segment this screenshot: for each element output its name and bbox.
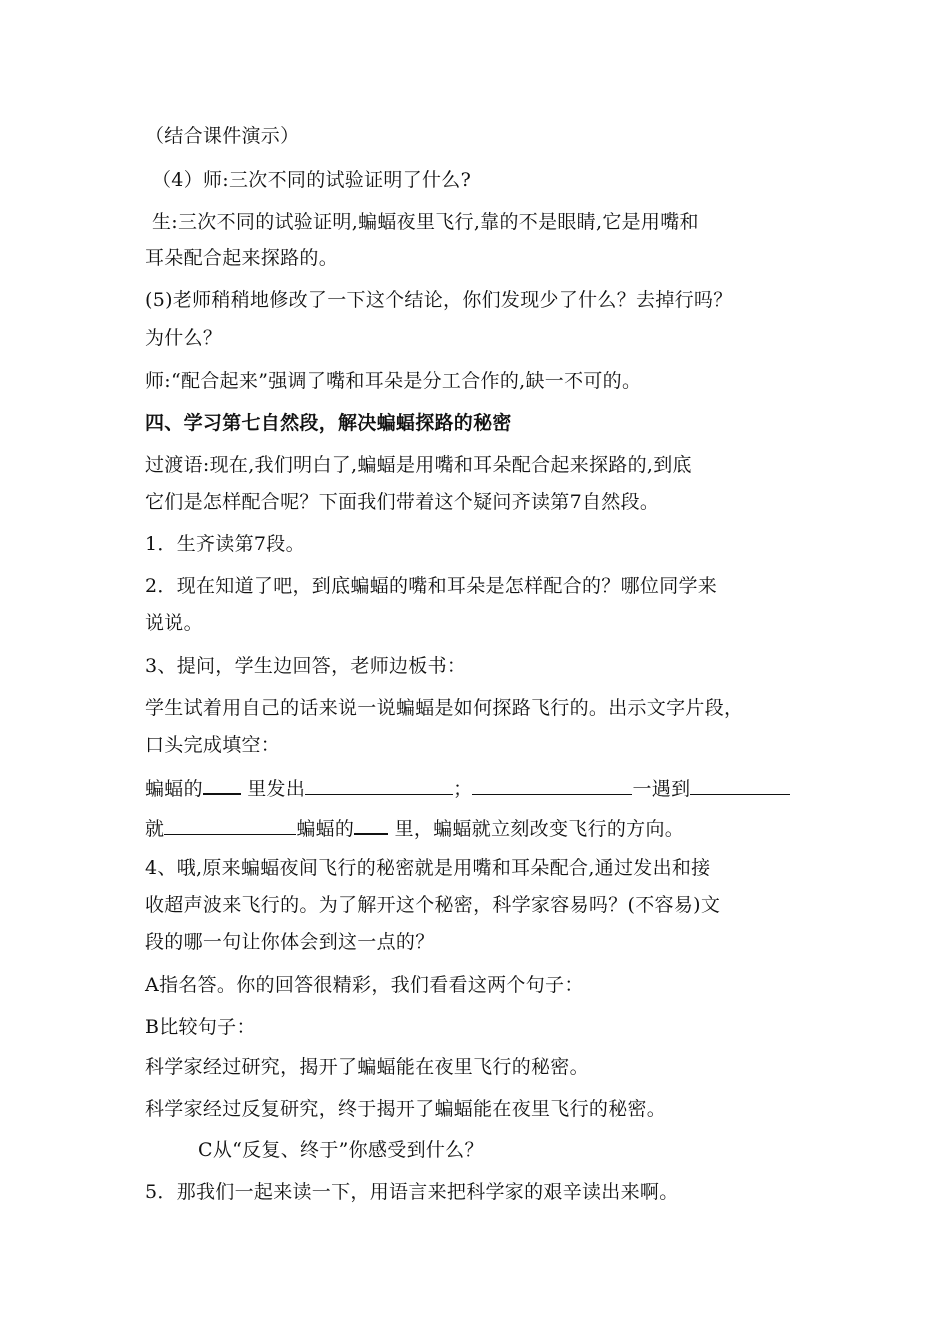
blank-line: [164, 816, 296, 835]
blank-line: [690, 776, 790, 795]
text-line: 5．那我们一起来读一下，用语言来把科学家的艰辛读出来啊。: [145, 1181, 679, 1203]
blank-line: [305, 776, 453, 795]
text-line: 科学家经过反复研究，终于揭开了蝙蝠能在夜里飞行的秘密。: [145, 1098, 667, 1120]
text-line: 师:“配合起来”强调了嘴和耳朵是分工合作的,缺一不可的。: [145, 370, 642, 392]
text-line: (5)老师稍稍地修改了一下这个结论，你们发现少了什么？去掉行吗？: [145, 289, 733, 311]
blank-line: [203, 775, 241, 795]
fill-text: 里发出: [247, 778, 306, 800]
text-line: 它们是怎样配合呢？下面我们带着这个疑问齐读第7自然段。: [145, 491, 660, 513]
fill-text: 里，蝙蝠就立刻改变飞行的方向。: [394, 818, 685, 840]
text-line: 收超声波来飞行的。为了解开这个秘密，科学家容易吗？(不容易)文: [145, 894, 721, 916]
fill-text: 一遇到: [632, 778, 691, 800]
text-line: （4）师:三次不同的试验证明了什么?: [152, 169, 472, 191]
text-line: B比较句子：: [145, 1016, 256, 1038]
text-line: 学生试着用自己的话来说一说蝙蝠是如何探路飞行的。出示文字片段，: [145, 697, 744, 719]
text-line: 4、哦,原来蝙蝠夜间飞行的秘密就是用嘴和耳朵配合,通过发出和接: [145, 857, 711, 879]
fill-text: 蝙蝠的: [145, 778, 203, 800]
text-line: 科学家经过研究，揭开了蝙蝠能在夜里飞行的秘密。: [145, 1056, 589, 1078]
blank-line: [472, 776, 632, 795]
text-line: C从“反复、终于”你感受到什么？: [198, 1139, 484, 1161]
fill-blank-row: [145, 815, 684, 841]
text-line: 耳朵配合起来探路的。: [145, 247, 339, 269]
fill-text: 就: [145, 818, 165, 840]
fill-blank-row: [145, 775, 790, 801]
text-line: A指名答。你的回答很精彩，我们看看这两个句子：: [145, 974, 584, 996]
text-line: 说说。: [145, 612, 203, 634]
text-line: 为什么？: [145, 327, 223, 349]
blank-line: [354, 815, 388, 835]
text-line: 段的哪一句让你体会到这一点的？: [145, 931, 435, 953]
text-line: 过渡语:现在,我们明白了,蝙蝠是用嘴和耳朵配合起来探路的,到底: [145, 454, 692, 476]
text-line: 口头完成填空：: [145, 734, 281, 756]
fill-text: 蝙蝠的: [296, 818, 355, 840]
text-line: 1．生齐读第7段。: [145, 533, 305, 555]
fill-text: ；: [453, 778, 473, 800]
section-heading: 四、学习第七自然段，解决蝙蝠探路的秘密: [145, 412, 512, 434]
text-line: 2．现在知道了吧，到底蝙蝠的嘴和耳朵是怎样配合的？哪位同学来: [145, 575, 718, 597]
text-line: 3、提问，学生边回答，老师边板书：: [145, 655, 467, 677]
text-line: （结合课件演示）: [145, 125, 300, 147]
text-line: 生:三次不同的试验证明,蝙蝠夜里飞行,靠的不是眼睛,它是用嘴和: [152, 211, 699, 233]
